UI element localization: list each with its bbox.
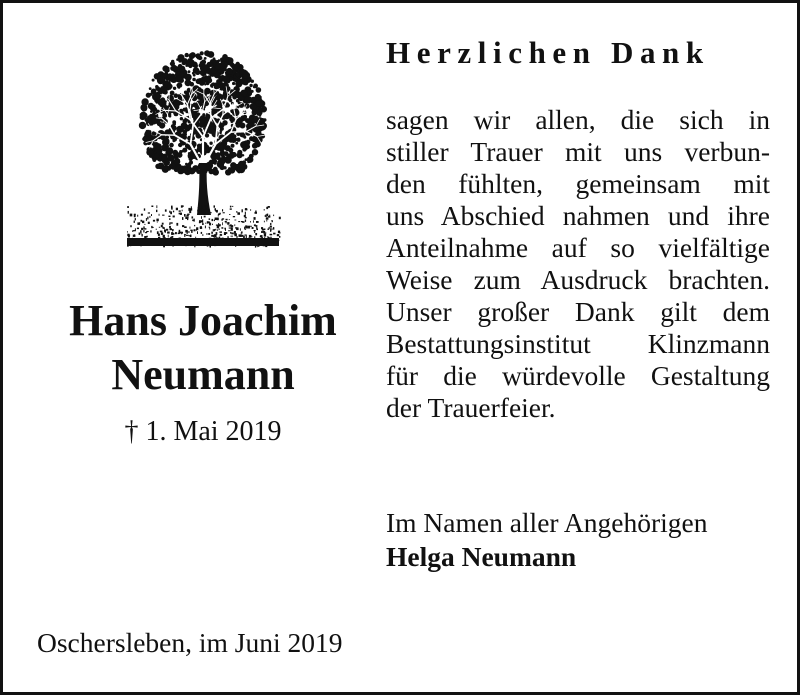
death-date: † 1. Mai 2019 xyxy=(124,416,282,447)
deceased-first-names: Hans Joachim xyxy=(69,296,337,345)
body-line: der Trauerfeier. xyxy=(386,392,556,423)
body-line: Weise zum Ausdruck brachten. xyxy=(386,264,770,295)
body-line: stiller Trauer mit uns verbun- xyxy=(386,136,770,167)
body-line: Anteilnahme auf so vielfältige xyxy=(386,232,770,263)
tree-icon xyxy=(123,45,283,250)
body-line: den fühlten, gemeinsam mit xyxy=(386,168,770,199)
body-line: Unser großer Dank gilt dem xyxy=(386,296,770,327)
body-line: für die würdevolle Gestaltung xyxy=(386,360,770,391)
body-line: sagen wir allen, die sich in xyxy=(386,104,770,135)
signature-intro: Im Namen aller Angehörigen xyxy=(386,507,708,538)
place-date: Oschersleben, im Juni 2019 xyxy=(37,627,343,658)
deceased-surname: Neumann xyxy=(111,350,295,399)
notice-heading: Herzlichen Dank xyxy=(386,35,710,70)
body-line: Bestattungsinstitut Klinzmann xyxy=(386,328,770,359)
body-line: uns Abschied nahmen und ihre xyxy=(386,200,770,231)
signature-name: Helga Neumann xyxy=(386,541,577,572)
